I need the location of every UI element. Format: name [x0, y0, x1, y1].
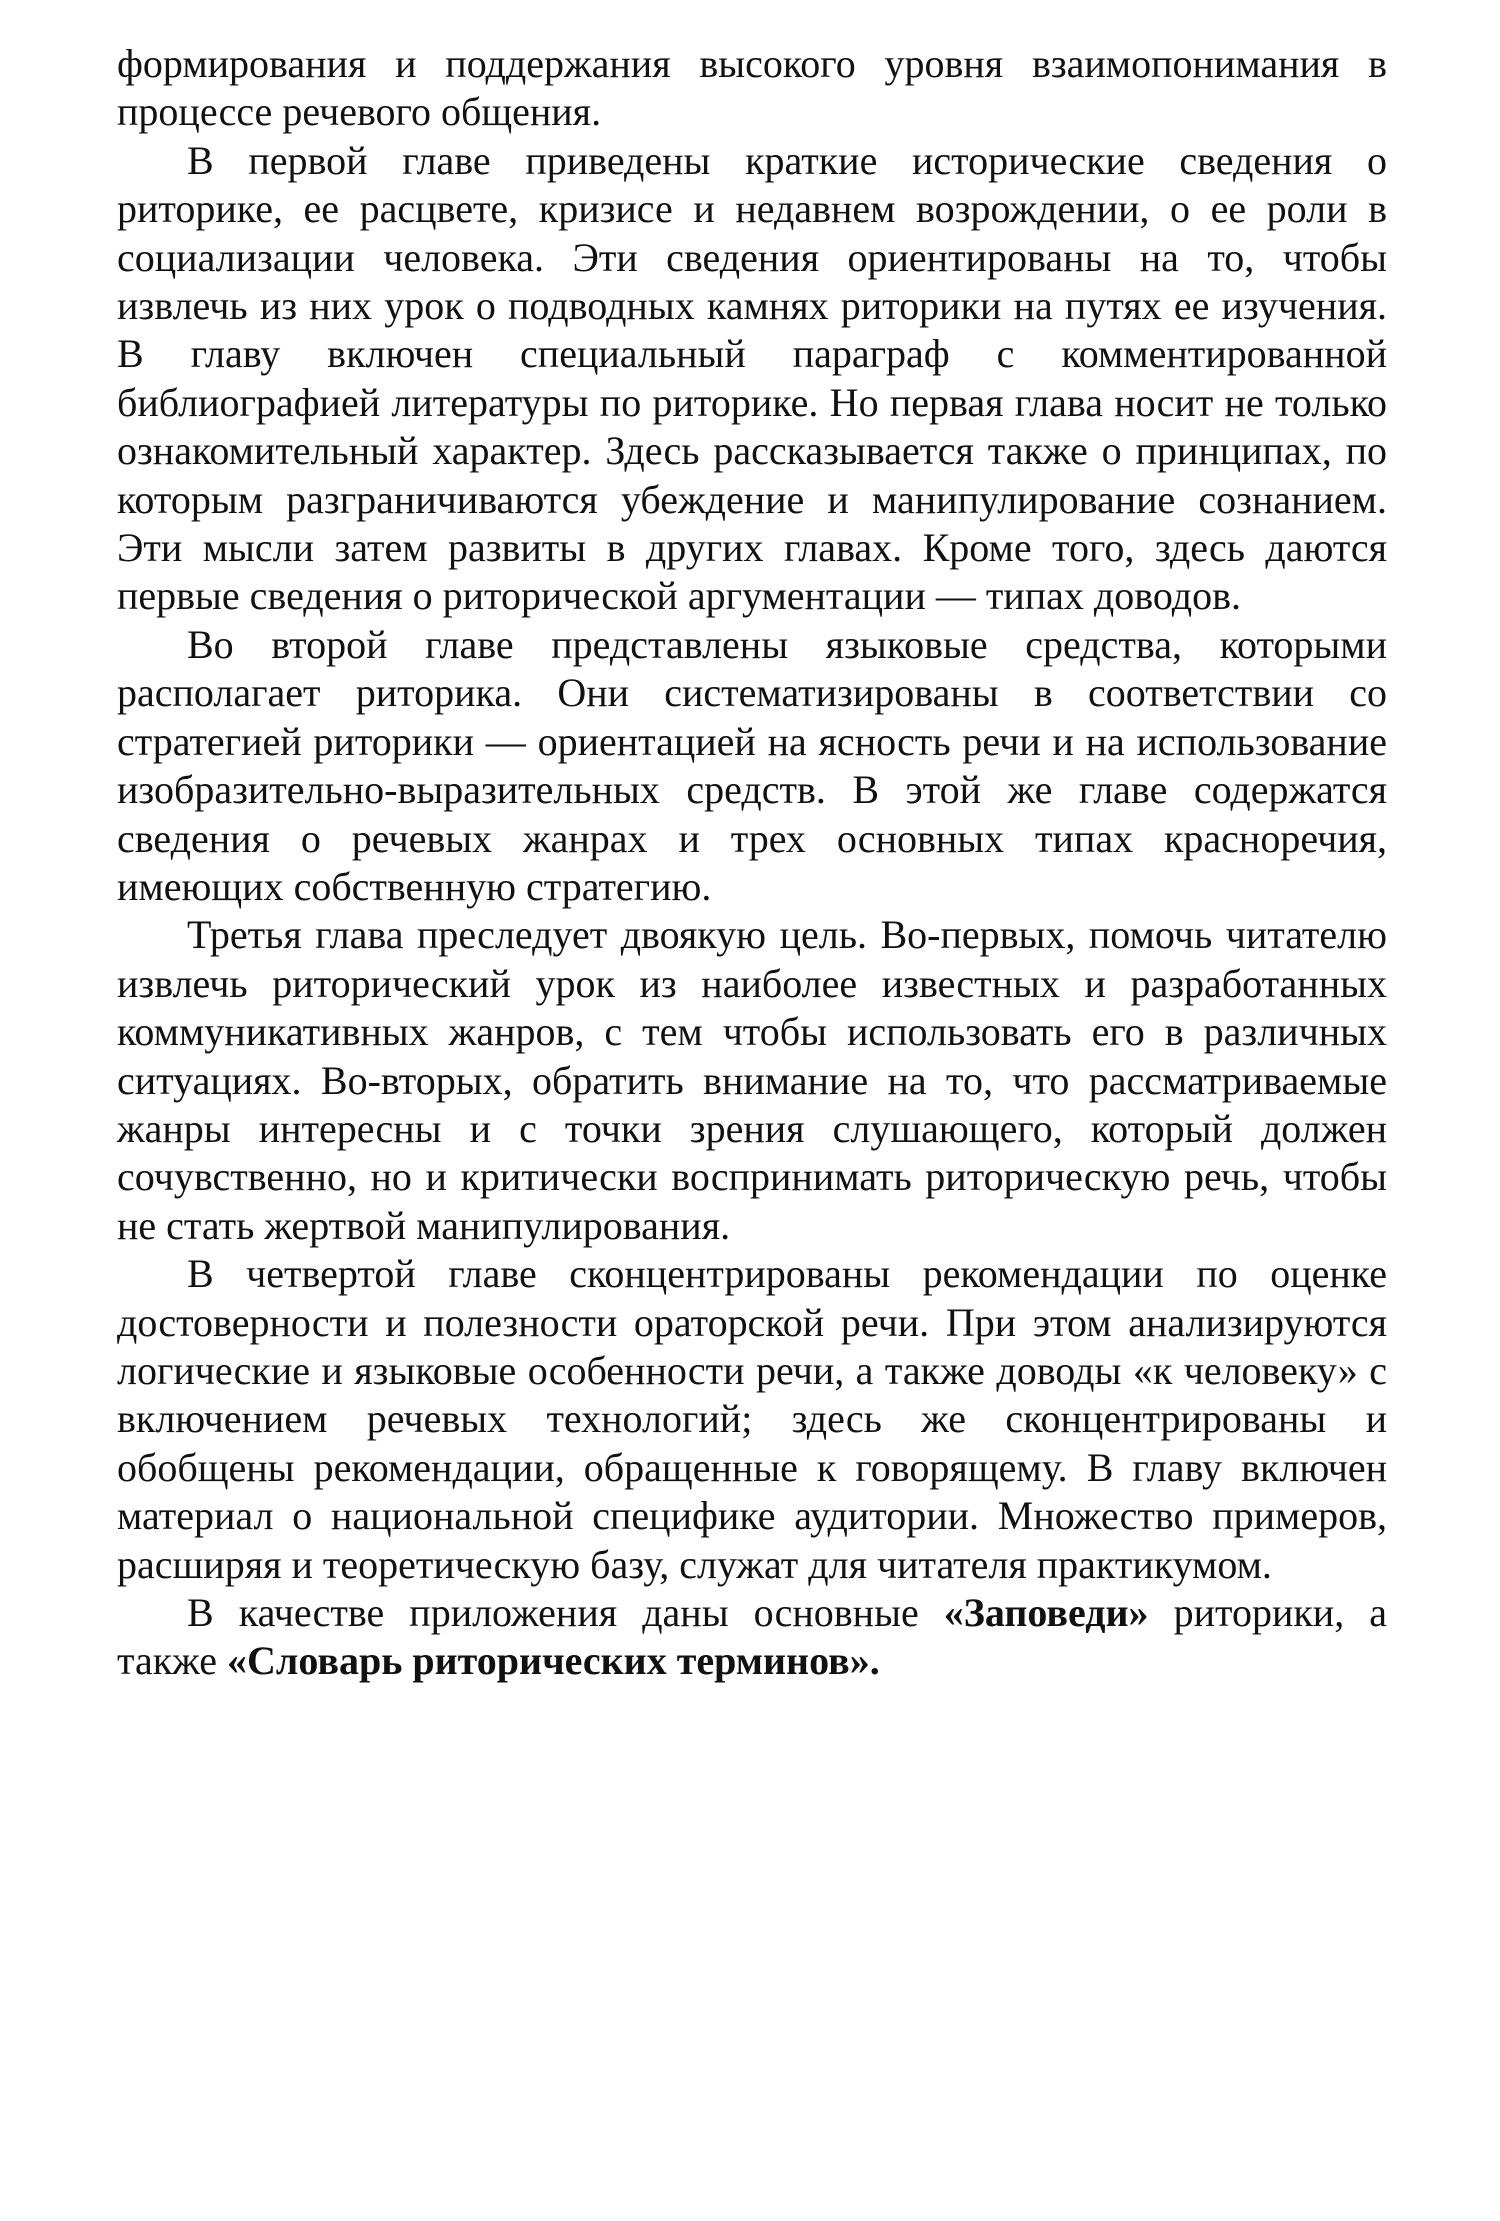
page-body-text: [117, 40, 1387, 1686]
appendix-commandments-title: «Заповеди»: [943, 1590, 1149, 1635]
paragraph-intro-continuation: формирования и поддержания высокого уровня взаимопонимания в процессе речевого общения.: [117, 41, 1387, 135]
paragraph-chapter-three: Третья глава преследует двоякую цель. Во-первых, помочь читателю извлечь риторический урок из наиболее известных и разработанных коммуникативных жанров, с тем чтобы использовать его в различных ситуациях. Во-вторых, обратить внимание на то, что рассматриваемые жанры интересны и с точки зрения слушающего, который должен сочувственно, но и критически воспринимать риторическую речь, чтобы не стать жертвой манипулирования.: [117, 912, 1387, 1248]
paragraph-chapter-two: Во второй главе представлены языковые средства, которыми располагает риторика. Они систематизированы в соответствии со стратегией риторики — ориентацией на ясность речи и на использование изобразительно-выразительных средств. В этой же главе содержатся сведения о речевых жанрах и трех основных типах красноречия, имеющих собственную стратегию.: [117, 621, 1387, 909]
paragraph-appendix: [117, 1589, 1387, 1686]
appendix-dictionary-title: «Словарь риторических терминов».: [227, 1638, 880, 1684]
paragraph-chapter-four: В четвертой главе сконцентрированы рекомендации по оценке достоверности и полезности ораторской речи. При этом анализируются логические и языковые особенности речи, а также доводы «к человеку» с включением речевых технологий; здесь же сконцентрированы и обобщены рекомендации, обращенные к говорящему. В главу включен материал о национальной специфике аудитории. Множество примеров, расширяя и теоретическую базу, служат для читателя практикумом.: [117, 1251, 1387, 1587]
appendix-text-middle: риторики, а также: [117, 1590, 1388, 1684]
paragraph-chapter-one: В первой главе приведены краткие исторические сведения о риторике, ее расцвете, кризисе и недавнем возрождении, о ее роли в социализации человека. Эти сведения ориентированы на то, чтобы извлечь из них урок о подводных камнях риторики на путях ее изучения. В главу включен специальный параграф с комментированной библиографией литературы по риторике. Но первая глава носит не только ознакомительный характер. Здесь рассказывается также о принципах, по которым разграничиваются убеждение и манипулирование сознанием. Эти мысли затем развиты в других главах. Кроме того, здесь даются первые сведения о риторической аргументации — типах доводов.: [117, 137, 1387, 619]
appendix-text-before: В качестве приложения даны основные: [187, 1590, 944, 1635]
